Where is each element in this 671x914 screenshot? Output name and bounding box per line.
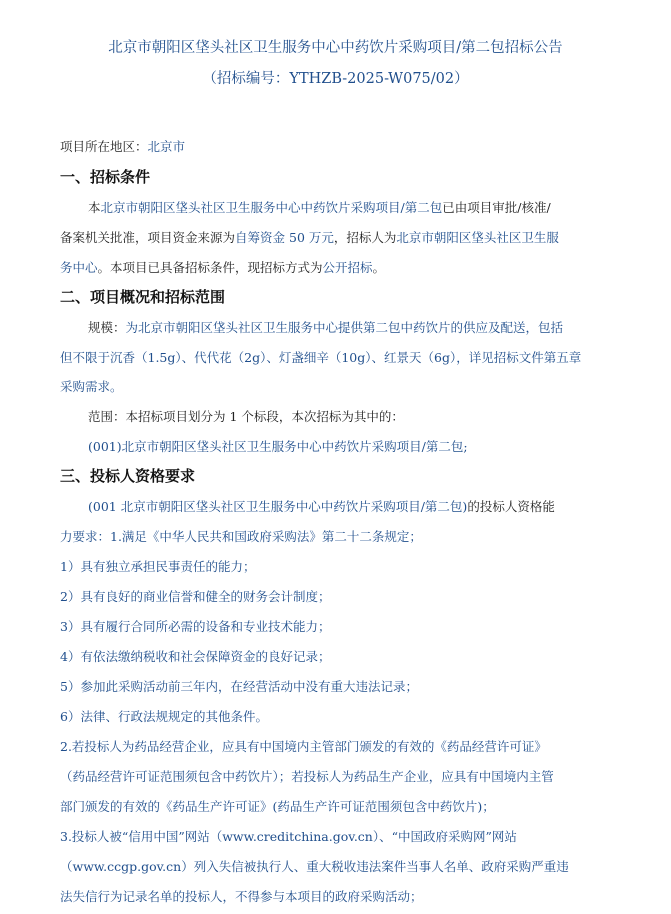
s3-line-9: 2.若投标人为药品经营企业，应具有中国境内主管部门颁发的有效的《药品经营许可证》 [60, 739, 547, 754]
tenderer-name-cont: 务中心 [60, 260, 98, 275]
text: 。本项目已具备招标条件，现招标方式为 [97, 260, 323, 275]
section-heading-1: 一、招标条件 [60, 168, 151, 186]
region-value: 北京市 [147, 139, 186, 154]
s3-line-5: 3）具有履行合同所必需的设备和专业技术能力； [60, 619, 331, 634]
s3-line-12: 3.投标人被“信用中国”网站（www.creditchina.gov.cn）、“中国政府采购网”网站 [60, 829, 517, 844]
fund-source: 自筹资金 50 万元 [235, 230, 334, 245]
s2-line-2: 但不限于沉香（1.5g）、代代花（2g）、灯盏细辛（10g）、红景天（6g），详见招标文件第五章 [60, 350, 582, 365]
region-line [60, 137, 185, 155]
section-heading-2: 二、项目概况和招标范围 [60, 288, 226, 306]
s3-line-11: 部门颁发的有效的《药品生产许可证》(药品生产许可证范围须包含中药饮片)； [60, 799, 495, 814]
s3-line-3: 1）具有独立承担民事责任的能力； [60, 559, 256, 574]
s3-line-1 [88, 497, 555, 515]
text: 。 [372, 260, 386, 275]
scale-desc: 为北京市朝阳区垡头社区卫生服务中心提供第二包中药饮片的供应及配送，包括 [125, 320, 564, 335]
s3-line-14: 法失信行为记录名单的投标人，不得参与本项目的政府采购活动； [60, 889, 423, 904]
s1-line-3 [60, 258, 385, 276]
s3-line-4: 2）具有良好的商业信誉和健全的财务会计制度； [60, 589, 331, 604]
project-name: 北京市朝阳区垡头社区卫生服务中心中药饮片采购项目/第二包 [100, 200, 443, 215]
tender-method: 公开招标 [322, 260, 373, 275]
s2-line-1 [88, 318, 563, 336]
text: 本 [88, 200, 101, 215]
tenderer-name: 北京市朝阳区垡头社区卫生服 [396, 230, 559, 245]
s3-line-8: 6）法律、行政法规规定的其他条件。 [60, 709, 268, 724]
s1-line-1 [88, 198, 551, 216]
lot-name: (001 北京市朝阳区垡头社区卫生服务中心中药饮片采购项目/第二包) [88, 499, 468, 514]
section-heading-3: 三、投标人资格要求 [60, 467, 196, 485]
s2-line-4: 范围：本招标项目划分为 1 个标段，本次招标为其中的： [88, 409, 404, 424]
s2-line-5: (001)北京市朝阳区垡头社区卫生服务中心中药饮片采购项目/第二包; [88, 439, 468, 454]
region-label: 项目所在地区： [60, 139, 148, 154]
s3-line-2: 力要求：1.满足《中华人民共和国政府采购法》第二十二条规定； [60, 529, 422, 544]
s2-line-3: 采购需求。 [60, 379, 123, 394]
text: 规模： [88, 320, 126, 335]
s1-line-2 [60, 228, 559, 246]
s3-line-6: 4）有依法缴纳税收和社会保障资金的良好记录； [60, 649, 331, 664]
s3-line-10: （药品经营许可证范围须包含中药饮片）；若投标人为药品生产企业，应具有中国境内主管 [60, 769, 554, 784]
bid-code: （招标编号：YTHZB-2025-W075/02） [202, 71, 469, 87]
text: 的投标人资格能 [467, 499, 555, 514]
text: 备案机关批准，项目资金来源为 [60, 230, 236, 245]
text: 已由项目审批/核准/ [442, 200, 551, 215]
page-title: 北京市朝阳区垡头社区卫生服务中心中药饮片采购项目/第二包招标公告 [108, 40, 563, 56]
s3-line-13: （www.ccgp.gov.cn）列入失信被执行人、重大税收违法案件当事人名单、政府采购严重违 [60, 859, 569, 874]
text: ，招标人为 [333, 230, 397, 245]
s3-line-7: 5）参加此采购活动前三年内，在经营活动中没有重大违法记录； [60, 679, 418, 694]
